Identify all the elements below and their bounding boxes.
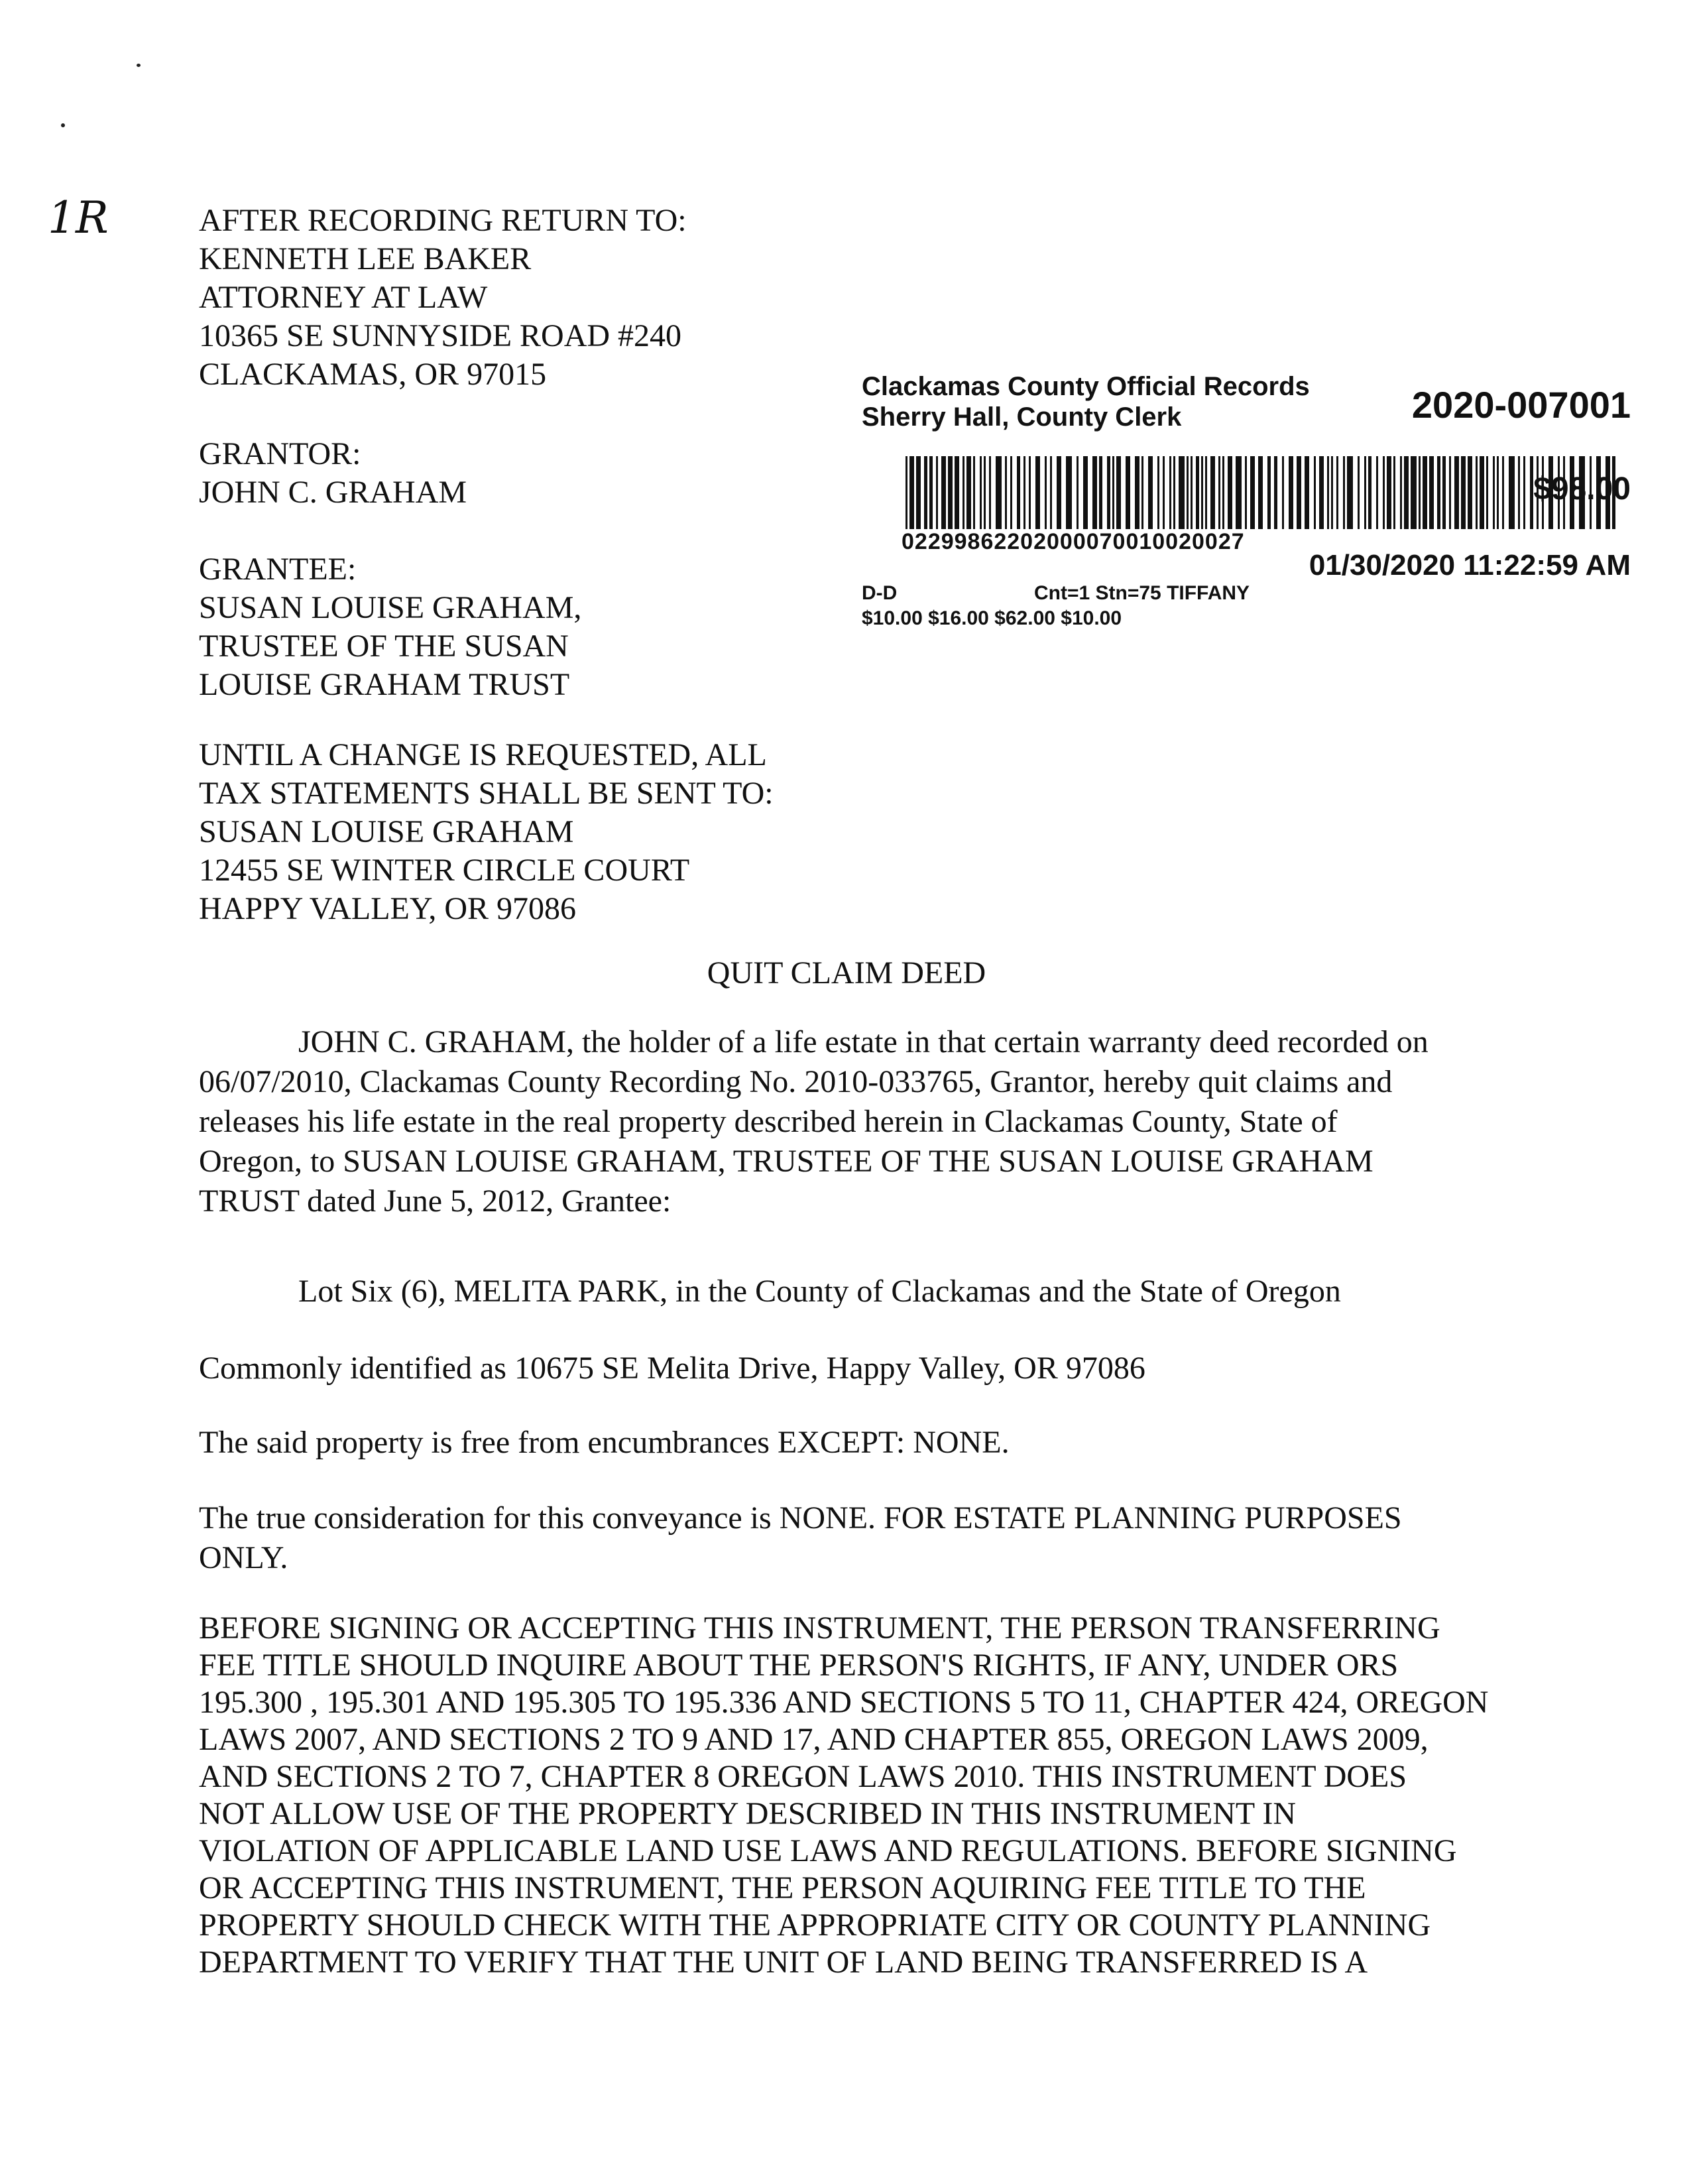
common-address-text: Commonly identified as 10675 SE Melita Drive, Happy Valley, OR 97086 [199,1351,1145,1386]
barcode-bar [1282,456,1284,529]
scan-speck [137,64,141,67]
barcode-bar [1116,456,1121,529]
barcode-bar [1419,456,1421,529]
barcode-bar [1327,456,1329,529]
barcode-bar [1442,456,1446,529]
barcode-bar [1092,456,1097,529]
encumbrances-text: The said property is free from encumbrances EXCEPT: NONE. [199,1425,1010,1460]
return-to-line: ATTORNEY AT LAW [199,280,488,315]
barcode-bar [1274,456,1277,529]
grantor-block [199,435,467,512]
barcode-image [902,456,1617,529]
grantee-block [199,550,581,704]
barcode-bar [1245,456,1247,529]
barcode-bar [1347,456,1353,529]
recording-office [862,371,1310,432]
barcode-bar [1336,456,1338,529]
barcode-bar [1393,456,1395,529]
legal-description [199,1272,1491,1311]
tax-statements-line: UNTIL A CHANGE IS REQUESTED, ALL [199,737,767,772]
barcode-bar [1023,456,1025,529]
barcode-bar [1005,456,1007,529]
barcode-bar [929,456,933,529]
scan-speck [61,123,65,127]
barcode-bar [1331,456,1333,529]
barcode-bar [1364,456,1366,529]
barcode-bar [1029,456,1031,529]
barcode-bar [1250,456,1255,529]
barcode-bar [1210,456,1215,529]
barcode-bar [1358,456,1360,529]
notice-line: VIOLATION OF APPLICABLE LAND USE LAWS AND REGULATIONS. BEFORE SIGNING [199,1833,1457,1868]
barcode-bar [1449,456,1451,529]
barcode-bar [1135,456,1139,529]
barcode-bar [1493,456,1495,529]
barcode-bar [1468,456,1472,529]
barcode-bar [1077,456,1079,529]
barcode-bar [1383,456,1385,529]
barcode-bar [966,456,971,529]
notice-line: NOT ALLOW USE OF THE PROPERTY DESCRIBED IN THIS INSTRUMENT IN [199,1796,1296,1831]
count-station-clerk: Cnt=1 Stn=75 TIFFANY [1034,582,1250,604]
statutory-notice [199,1610,1491,1981]
barcode-bar [1486,456,1488,529]
barcode-bar [1497,456,1499,529]
grantor-heading: GRANTOR: [199,436,361,471]
notice-line: PROPERTY SHOULD CHECK WITH THE APPROPRIATE CITY OR COUNTY PLANNING [199,1908,1431,1943]
notice-line: FEE TITLE SHOULD INQUIRE ABOUT THE PERSON'S RIGHTS, IF ANY, UNDER ORS [199,1648,1399,1683]
tax-statements-line: 12455 SE WINTER CIRCLE COURT [199,853,690,888]
barcode-bar [1289,456,1293,529]
document-title: QUIT CLAIM DEED [707,955,986,991]
barcode-bar [1173,456,1175,529]
grantee-line: LOUISE GRAHAM TRUST [199,667,570,702]
grantee-heading: GRANTEE: [199,552,357,587]
legal-description-text: Lot Six (6), MELITA PARK, in the County of Clackamas and the State of Oregon [298,1274,1341,1309]
notice-line: BEFORE SIGNING OR ACCEPTING THIS INSTRUMENT, THE PERSON TRANSFERRING [199,1610,1440,1646]
grant-paragraph [199,1022,1491,1221]
record-number: 2020-007001 [1411,384,1631,426]
grant-line: Oregon, to SUSAN LOUISE GRAHAM, TRUSTEE OF THE SUSAN LOUISE GRAHAM [199,1144,1373,1179]
barcode-bar [1066,456,1072,529]
barcode-bar [916,456,921,529]
barcode-bar [1148,456,1153,529]
barcode-bar [1045,456,1047,529]
grant-line: TRUST dated June 5, 2012, Grantee: [199,1183,671,1219]
barcode-bar [1523,456,1525,529]
common-address [199,1349,1491,1388]
barcode-bar [989,456,991,529]
barcode-bar [1319,456,1324,529]
barcode-bar [1236,456,1242,529]
barcode-bar [905,456,907,529]
barcode-bar [1387,456,1391,529]
return-to-line: 10365 SE SUNNYSIDE ROAD #240 [199,318,682,353]
barcode-bar [924,456,927,529]
barcode-bar [1480,456,1484,529]
fee-breakdown: $10.00 $16.00 $62.00 $10.00 [862,607,1122,629]
grant-line: JOHN C. GRAHAM, the holder of a life estate in that certain warranty deed recorded on [298,1024,1429,1060]
grant-line: releases his life estate in the real property described herein in Clackamas County, State of [199,1104,1338,1139]
barcode-bar [973,456,975,529]
barcode-bar [948,456,953,529]
notice-line: 195.300 , 195.301 AND 195.305 TO 195.336 AND SECTIONS 5 TO 11, CHAPTER 424, OREGON [199,1685,1489,1720]
barcode-bar [1010,456,1012,529]
barcode-bar [1343,456,1345,529]
barcode-bar [1429,456,1434,529]
barcode-bar [1187,456,1189,529]
barcode-bar [1404,456,1409,529]
return-to-line: KENNETH LEE BAKER [199,241,532,276]
barcode-bar [963,456,964,529]
encumbrances-statement [199,1423,1491,1463]
barcode-bar [1099,456,1102,529]
barcode-bar [984,456,986,529]
return-to-line: CLACKAMAS, OR 97015 [199,357,547,392]
barcode-bar [1083,456,1088,529]
barcode-bar [936,456,938,529]
barcode-bar [1126,456,1130,529]
barcode-bar [1368,456,1372,529]
barcode-bar [1205,456,1207,529]
barcode-bar [1258,456,1263,529]
barcode-bar [955,456,959,529]
consideration-statement [199,1498,1491,1578]
handwritten-margin-mark: 1R [48,192,109,243]
tax-statements-line: SUSAN LOUISE GRAHAM [199,814,574,849]
barcode-bar [1141,456,1143,529]
barcode-bar [1107,456,1110,529]
barcode-bar [1314,456,1316,529]
barcode-number: 02299862202000070010020027 [902,529,1245,554]
grant-line: 06/07/2010, Clackamas County Recording No. 2010-033765, Grantor, hereby quit claims and [199,1064,1393,1099]
barcode-bar [1305,456,1309,529]
barcode-bar [1423,456,1427,529]
barcode-bar [996,456,1002,529]
document-type-code: D-D [862,582,898,604]
barcode-bar [1437,456,1440,529]
barcode-bar [1454,456,1459,529]
barcode-bar [1400,456,1402,529]
barcode-bar [1228,456,1232,529]
barcode-bar [1297,456,1301,529]
recording-datetime: 01/30/2020 11:22:59 AM [1309,549,1631,581]
consideration-line: ONLY. [199,1540,288,1575]
barcode-bar [1509,456,1515,529]
notice-line: OR ACCEPTING THIS INSTRUMENT, THE PERSON AQUIRING FEE TITLE TO THE [199,1870,1366,1906]
barcode-bar [1050,456,1052,529]
notice-line: LAWS 2007, AND SECTIONS 2 TO 9 AND 17, AND CHAPTER 855, OREGON LAWS 2009, [199,1722,1429,1757]
barcode-bar [1179,456,1185,529]
return-to-block [199,202,687,394]
notice-line: DEPARTMENT TO VERIFY THAT THE UNIT OF LAND BEING TRANSFERRED IS A [199,1945,1368,1980]
barcode-bar [1502,456,1504,529]
barcode-bar [1057,456,1061,529]
barcode-bar [1112,456,1114,529]
tax-statements-line: TAX STATEMENTS SHALL BE SENT TO: [199,776,774,811]
grantor-name: JOHN C. GRAHAM [199,475,467,510]
recording-stamp [862,371,1631,650]
barcode-bar [1163,456,1165,529]
fee-total: $98.00 [1533,471,1631,507]
barcode-bar [1017,456,1020,529]
tax-statements-line: HAPPY VALLEY, OR 97086 [199,891,576,926]
barcode-bar [1518,456,1520,529]
barcode-bar [1035,456,1040,529]
barcode-bar [1376,456,1378,529]
grantee-line: SUSAN LOUISE GRAHAM, [199,590,582,625]
barcode-bar [1218,456,1220,529]
barcode-bar [980,456,982,529]
barcode-bar [909,456,914,529]
grantee-line: TRUSTEE OF THE SUSAN [199,629,569,664]
barcode-bar [941,456,946,529]
barcode-bar [1222,456,1224,529]
notice-line: AND SECTIONS 2 TO 7, CHAPTER 8 OREGON LAWS 2010. THIS INSTRUMENT DOES [199,1759,1407,1794]
barcode-bar [1411,456,1417,529]
return-to-heading: AFTER RECORDING RETURN TO: [199,203,687,238]
county-clerk-label: Sherry Hall, County Clerk [862,402,1182,432]
tax-statements-block [199,736,774,928]
county-records-label: Clackamas County Official Records [862,372,1310,401]
barcode-bar [1461,456,1466,529]
barcode-bar [1267,456,1271,529]
barcode-bar [1201,456,1203,529]
barcode-bar [1191,456,1193,529]
barcode-bar [1157,456,1159,529]
consideration-line: The true consideration for this conveyance is NONE. FOR ESTATE PLANNING PURPOSES [199,1500,1402,1536]
barcode-bar [1476,456,1478,529]
barcode-bar [1196,456,1199,529]
barcode-bar [1169,456,1171,529]
